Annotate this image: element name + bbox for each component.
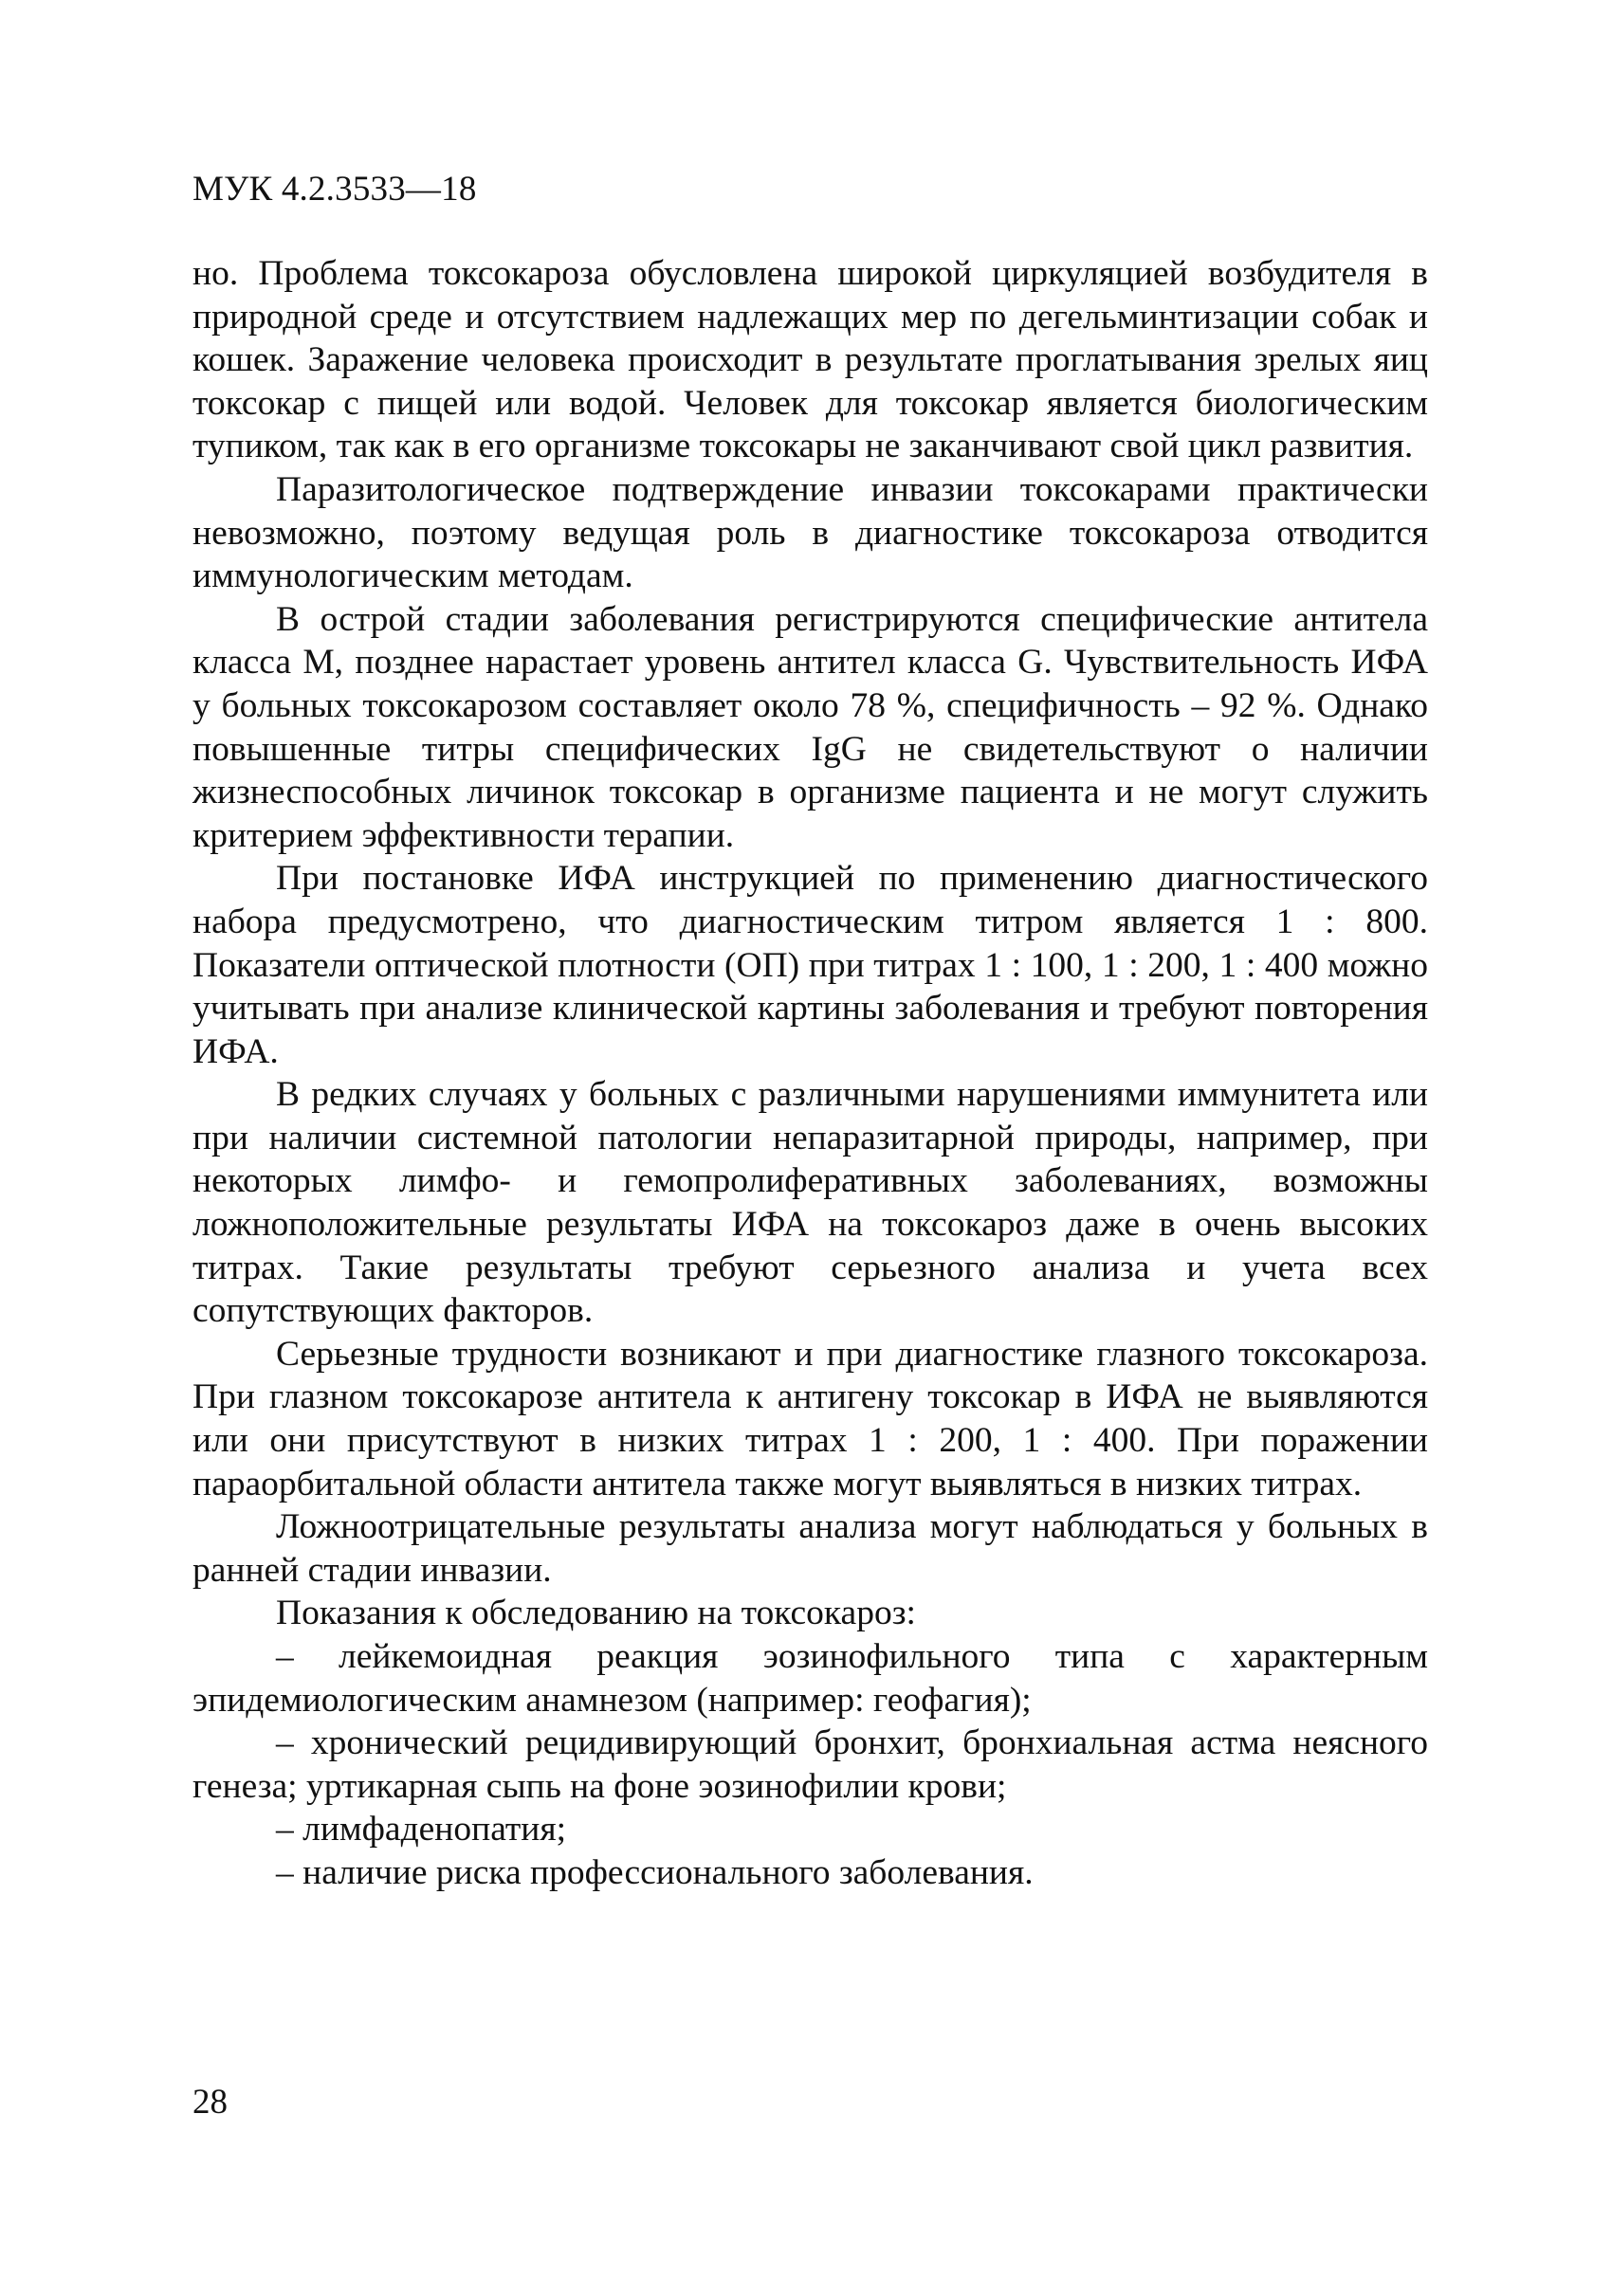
- page-number: 28: [192, 2083, 228, 2122]
- paragraph-false-positive: В редких случаях у больных с различными нарушениями иммунитета или при наличии системной патологии непаразитарной природы, например, при некоторых лимфо- и гемопролиферативных заболеваниях, возможны ложноположительные результаты ИФА на токсокароз даже в очень высоких титрах. Такие результаты требуют серьезного анализа и учета всех сопутствующих факторов.: [192, 1075, 1428, 1331]
- list-item-lymphadenopathy: – лимфаденопатия;: [276, 1810, 566, 1850]
- paragraph-false-negative: Ложноотрицательные результаты анализа могут наблюдаться у больных в ранней стадии инвазии.: [192, 1507, 1428, 1590]
- document-body: [192, 252, 1428, 1895]
- list-item-occupational-risk: – наличие риска профессионального заболевания.: [276, 1852, 1034, 1892]
- paragraph-toxocariasis-epidemiology: но. Проблема токсокароза обусловлена широкой циркуляцией возбудителя в природной среде и отсутствием надлежащих мер по дегельминтизации собак и кошек. Заражение человека происходит в результате проглатывания зрелых яиц токсокар с пищей или водой. Человек для токсокар является биологическим тупиком, так как в его организме токсокары не заканчивают свой цикл развития.: [192, 254, 1428, 466]
- paragraph-ocular-toxocariasis: Серьезные трудности возникают и при диагностике глазного токсокароза. При глазном токсокарозе антитела к антигену токсокар в ИФА не выявляются или они присутствуют в низких титрах 1 : 200, 1 : 400. При поражении параорбитальной области антитела также могут выявляться в низких титрах.: [192, 1334, 1428, 1503]
- document-code-header: МУК 4.2.3533—18: [192, 170, 477, 209]
- paragraph-antibody-classes: В острой стадии заболевания регистрируются специфические антитела класса M, позднее нарастает уровень антител класса G. Чувствительность ИФА у больных токсокарозом составляет около 78 %, специфичность – 92 %. Однако повышенные титры специфических IgG не свидетельствуют о наличии жизнеспособных личинок токсокар в организме пациента и не могут служить критерием эффективности терапии.: [192, 599, 1428, 855]
- list-item-chronic-bronchitis: – хронический рецидивирующий бронхит, бронхиальная астма неясного генеза; уртикарная сыпь на фоне эозинофилии крови;: [192, 1723, 1428, 1806]
- paragraph-indications-heading: Показания к обследованию на токсокароз:: [276, 1594, 916, 1633]
- paragraph-parasitological-confirmation: Паразитологическое подтверждение инвазии токсокарами практически невозможно, поэтому ведущая роль в диагностике токсокароза отводится иммунологическим методам.: [192, 469, 1428, 596]
- paragraph-diagnostic-titer: При постановке ИФА инструкцией по применению диагностического набора предусмотрено, что диагностическим титром является 1 : 800. Показатели оптической плотности (ОП) при титрах 1 : 100, 1 : 200, 1 : 400 можно учитывать при анализе клинической картины заболевания и требуют повторения ИФА.: [192, 859, 1428, 1071]
- list-item-leukemoid-reaction: – лейкемоидная реакция эозинофильного типа с характерным эпидемиологическим анамнезом (например: геофагия);: [192, 1637, 1428, 1720]
